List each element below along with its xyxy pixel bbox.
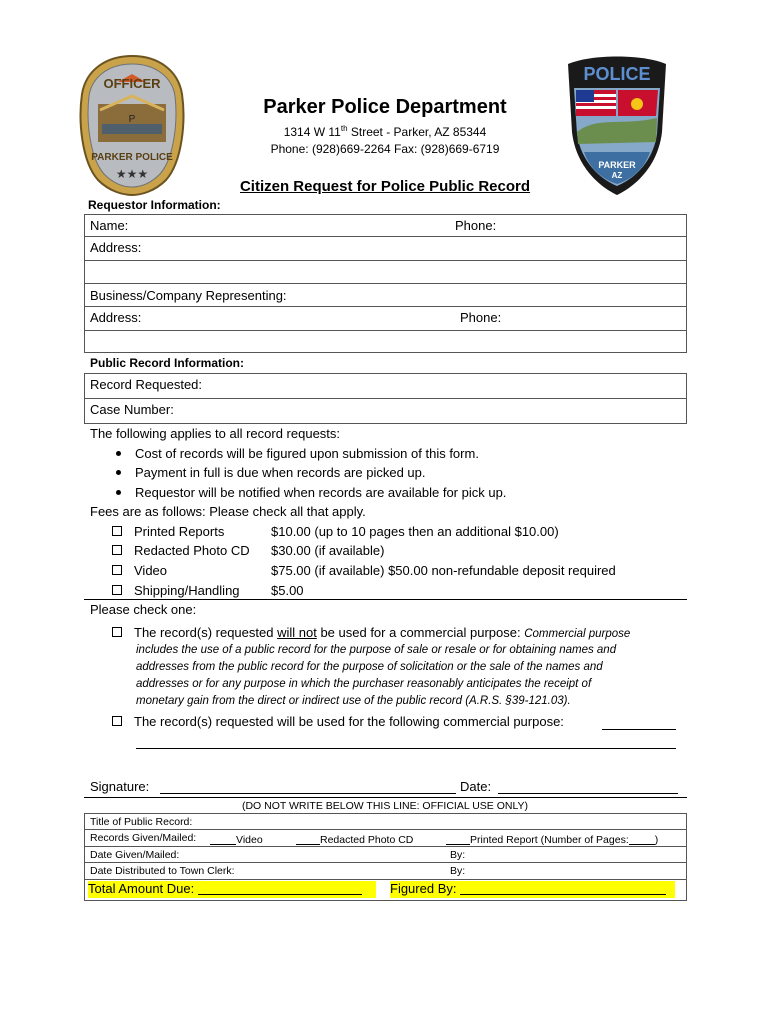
opt1-italic-1: includes the use of a public record for the purpose of sale or resale or for obtaining names and	[136, 644, 617, 656]
figured-by	[390, 881, 675, 898]
commercial-purpose-line2[interactable]	[136, 748, 676, 749]
opt1-italic-4: monetary gain from the direct or indirect use of the public record (A.R.S. §39-121.03).	[136, 695, 571, 707]
figured-by-label: Figured By:	[390, 881, 457, 896]
checkbox-video[interactable]	[112, 565, 122, 575]
bullet-text: Cost of records will be figured upon submission of this form.	[135, 446, 479, 461]
fee-label: Video	[134, 563, 168, 578]
checkbox-printed-reports[interactable]	[112, 526, 122, 536]
bullet-item-2	[116, 465, 426, 480]
business-address-line2[interactable]	[85, 331, 685, 352]
fee-row-printed-reports	[112, 524, 224, 539]
bullet-icon	[116, 470, 121, 475]
check-one-heading: Please check one:	[90, 602, 197, 617]
printed-close: )	[654, 834, 659, 846]
signature-label: Signature:	[90, 779, 150, 794]
badge-stars: ★★★	[115, 167, 149, 181]
redacted-label: Redacted Photo CD	[320, 834, 414, 846]
fee-row-redacted-cd	[112, 543, 250, 558]
records-given-label: Records Given/Mailed:	[90, 832, 197, 844]
commercial-purpose-line1[interactable]	[602, 729, 676, 730]
applies-heading: The following applies to all record requests:	[90, 426, 341, 441]
bullet-text: Requestor will be notified when records are available for pick up.	[135, 485, 507, 500]
business-field[interactable]: Business/Company Representing:	[90, 288, 287, 303]
public-record-heading: Public Record Information:	[90, 356, 245, 370]
name-field[interactable]: Name:	[90, 218, 129, 233]
address-sup: th	[340, 124, 348, 133]
total-amount-label: Total Amount Due:	[88, 881, 195, 896]
page-title: Parker Police Department	[263, 96, 507, 118]
checkbox-shipping[interactable]	[112, 585, 122, 595]
business-phone-field[interactable]: Phone:	[460, 310, 502, 325]
case-number-field[interactable]: Case Number:	[90, 402, 174, 417]
printed-label: Printed Report (Number of Pages:	[470, 834, 629, 846]
form-title: Citizen Request for Police Public Record	[239, 178, 531, 195]
fee-label: Shipping/Handling	[134, 583, 240, 598]
bullet-item-3	[116, 485, 506, 500]
address-pre: 1314 W 11	[283, 125, 341, 139]
checkbox-not-commercial[interactable]	[112, 627, 122, 637]
patch-bottom-text1: PARKER	[598, 160, 636, 170]
date-label: Date:	[460, 779, 492, 794]
fee-row-shipping	[112, 583, 240, 598]
address-post: Street - Parker, AZ 85344	[347, 125, 487, 139]
checkbox-redacted-cd[interactable]	[112, 545, 122, 555]
bullet-icon	[116, 490, 121, 495]
opt1-post: be used for a commercial purpose:	[316, 625, 525, 640]
checkbox-commercial[interactable]	[112, 716, 122, 726]
by-label-1: By:	[450, 849, 466, 861]
fee-label: Printed Reports	[134, 524, 225, 539]
figured-by-blank[interactable]	[460, 882, 666, 895]
by-label-2: By:	[450, 865, 466, 877]
fees-heading: Fees are as follows: Please check all that apply.	[90, 504, 366, 519]
total-amount-due	[88, 881, 376, 898]
phone-field[interactable]: Phone:	[455, 218, 497, 233]
total-amount-blank[interactable]	[198, 882, 362, 895]
title-of-record: Title of Public Record:	[90, 816, 193, 828]
opt1-italic-0: Commercial purpose	[524, 628, 631, 640]
patch-bottom-text2: AZ	[611, 171, 623, 180]
fee-label: Redacted Photo CD	[134, 543, 250, 558]
record-requested-field[interactable]: Record Requested:	[90, 377, 203, 392]
bullet-icon	[116, 451, 121, 456]
official-use-notice: (DO NOT WRITE BELOW THIS LINE: OFFICIAL USE ONLY)	[241, 800, 529, 812]
opt1-italic-3: addresses or for any purpose in which the purchaser reasonably anticipates the receipt of	[136, 678, 592, 690]
header-address	[0, 124, 770, 139]
fee-price: $75.00 (if available) $50.00 non-refundable deposit required	[271, 563, 616, 578]
opt1-underline: will not	[277, 625, 317, 640]
date-line[interactable]	[498, 793, 678, 794]
fee-row-video	[112, 563, 167, 578]
requestor-heading: Requestor Information:	[88, 198, 221, 212]
opt2-text: The record(s) requested will be used for the following commercial purpose:	[134, 714, 564, 729]
date-given-label: Date Given/Mailed:	[90, 849, 180, 861]
bullet-text: Payment in full is due when records are picked up.	[135, 465, 426, 480]
fee-price: $5.00	[271, 583, 304, 598]
badge-top-text: OFFICER	[103, 76, 161, 91]
commercial-option-1	[112, 625, 630, 640]
badge-bottom-text: PARKER POLICE	[91, 152, 173, 163]
video-label: Video	[236, 834, 263, 846]
bullet-item-1	[116, 446, 479, 461]
opt1-pre: The record(s) requested	[134, 625, 278, 640]
address-field-line2[interactable]	[85, 261, 685, 282]
header-contact: Phone: (928)669-2264 Fax: (928)669-6719	[270, 142, 500, 156]
patch-top-text: POLICE	[583, 64, 651, 84]
address-field[interactable]: Address:	[90, 240, 142, 255]
badge-letter: P	[128, 114, 136, 125]
opt1-italic-2: addresses from the public record for the purpose of solicitation or the sale of the names and	[136, 661, 603, 673]
fee-price: $30.00 (if available)	[271, 543, 385, 558]
business-address-field[interactable]: Address:	[90, 310, 142, 325]
commercial-option-2	[112, 714, 564, 729]
fee-price: $10.00 (up to 10 pages then an additional $10.00)	[271, 524, 559, 539]
signature-line[interactable]	[160, 793, 456, 794]
date-distributed-label: Date Distributed to Town Clerk:	[90, 865, 235, 877]
